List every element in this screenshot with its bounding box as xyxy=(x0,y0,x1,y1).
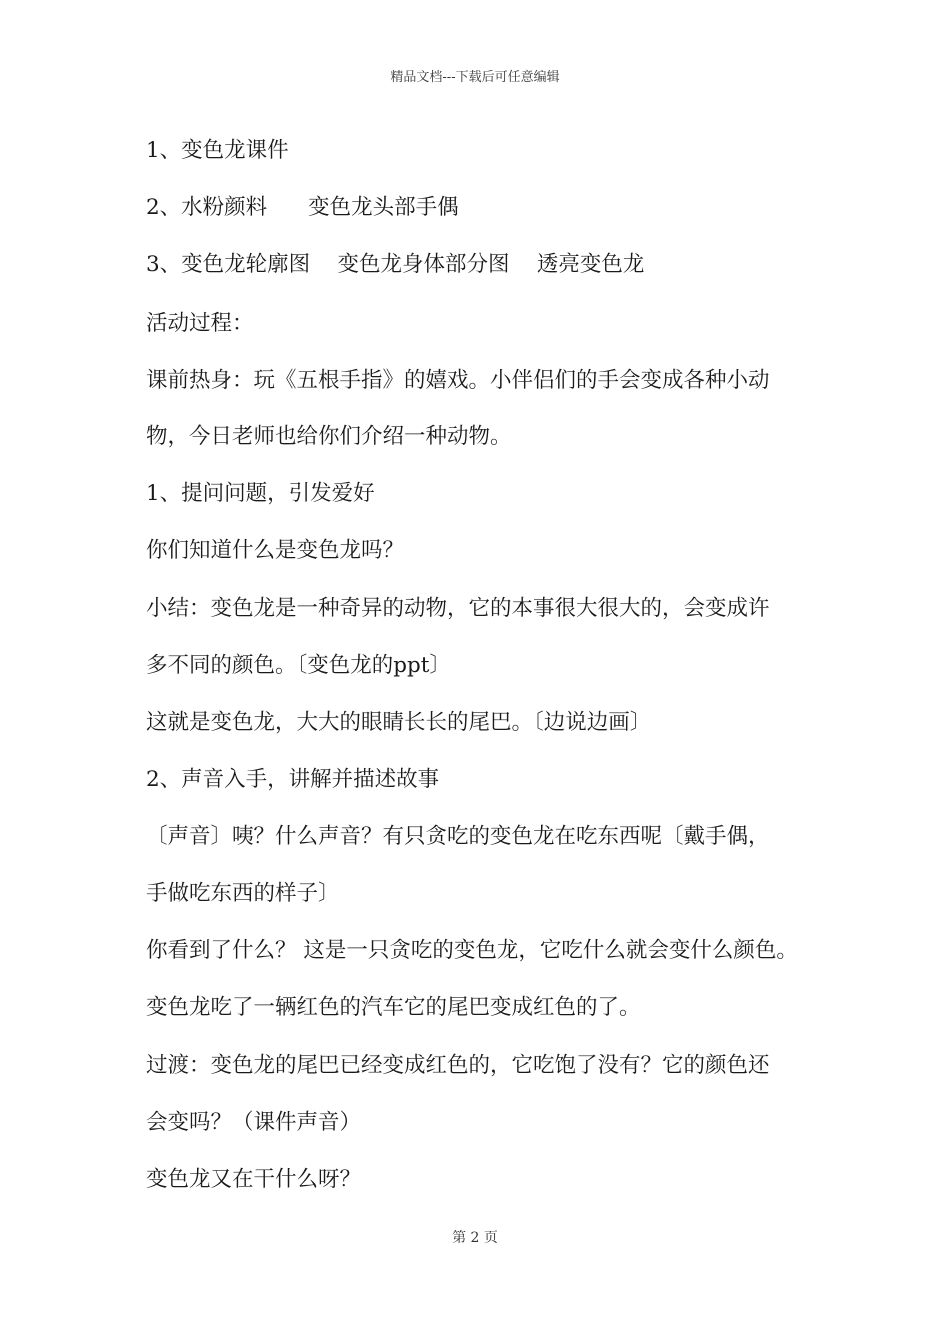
text-line-12: 2、声音入手，讲解并描述故事 xyxy=(146,767,440,792)
text-line-18: 会变吗？（课件声音） xyxy=(146,1110,362,1135)
text-line-4: 活动过程： xyxy=(146,311,254,336)
text-line-15: 你看到了什么？ 这是一只贪吃的变色龙，它吃什么就会变什么颜色。 xyxy=(146,938,798,963)
text-line-8: 你们知道什么是变色龙吗？ xyxy=(146,538,405,563)
text-line-11: 这就是变色龙，大大的眼睛长长的尾巴。〔边说边画〕 xyxy=(146,710,652,735)
text-line-7: 1、提问问题，引发爱好 xyxy=(146,481,375,506)
page-header: 精品文档---下载后可任意编辑 xyxy=(390,70,560,85)
text-line-3: 3、变色龙轮廓图 变色龙身体部分图 透亮变色龙 xyxy=(146,252,645,277)
text-line-19: 变色龙又在干什么呀？ xyxy=(146,1167,362,1192)
text-line-16: 变色龙吃了一辆红色的汽车它的尾巴变成红色的了。 xyxy=(146,995,641,1020)
text-line-17: 过渡：变色龙的尾巴已经变成红色的，它吃饱了没有？它的颜色还 xyxy=(146,1053,770,1078)
text-line-5: 课前热身：玩《五根手指》的嬉戏。小伴侣们的手会变成各种小动 xyxy=(146,368,770,393)
text-line-6: 物，今日老师也给你们介绍一种动物。 xyxy=(146,424,512,449)
text-line-10: 多不同的颜色。〔变色龙的ppt〕 xyxy=(146,653,451,678)
text-line-1: 1、变色龙课件 xyxy=(146,138,289,163)
text-line-14: 手做吃东西的样子〕 xyxy=(146,881,340,906)
page-number: 第 2 页 xyxy=(452,1230,498,1246)
text-line-2: 2、水粉颜料 变色龙头部手偶 xyxy=(146,195,459,220)
text-line-13: 〔声音〕咦？什么声音？有只贪吃的变色龙在吃东西呢〔戴手偶， xyxy=(146,824,770,849)
text-line-9: 小结：变色龙是一种奇异的动物，它的本事很大很大的，会变成许 xyxy=(146,596,770,621)
